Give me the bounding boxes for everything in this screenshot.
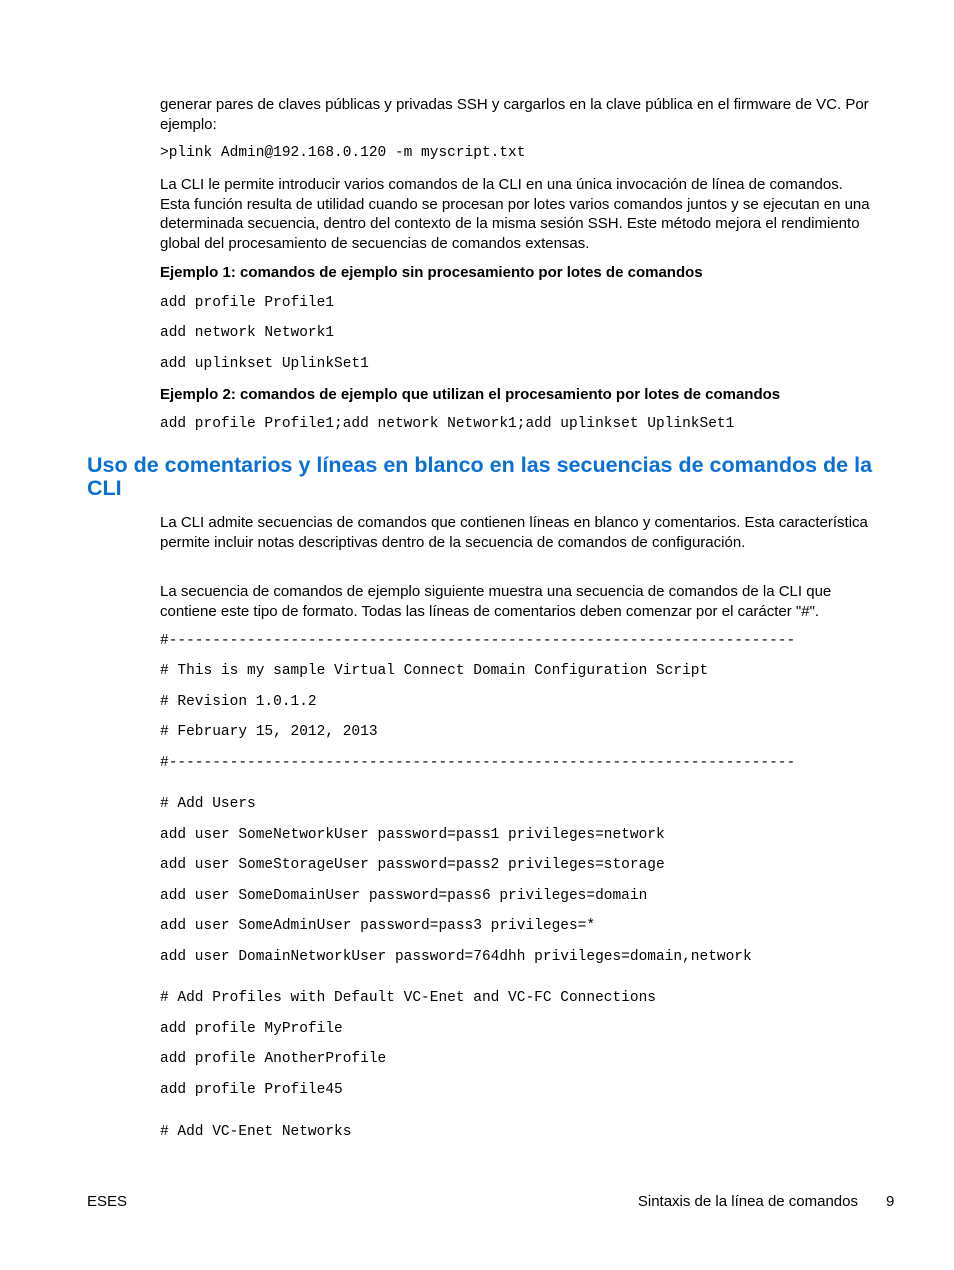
script-line: # This is my sample Virtual Connect Domain Configuration Script [160, 663, 709, 679]
script-line: add user SomeStorageUser password=pass2 privileges=storage [160, 857, 665, 873]
script-line: #------------------------------------------------------------------------ [160, 755, 796, 771]
script-line: add profile AnotherProfile [160, 1051, 387, 1067]
footer-chapter-title: Sintaxis de la línea de comandos [637, 1193, 858, 1210]
footer-language-code: ESES [87, 1193, 128, 1210]
script-line: add profile MyProfile [160, 1021, 343, 1037]
script-line: # Add Users [160, 796, 256, 812]
footer-page-number: 9 [886, 1193, 895, 1210]
plink-command: >plink Admin@192.168.0.120 -m myscript.txt [160, 145, 526, 161]
section-heading: Uso de comentarios y líneas en blanco en las secuencias de comandos de la CLI [87, 453, 873, 500]
script-line: add user SomeDomainUser password=pass6 privileges=domain [160, 888, 648, 904]
script-line: # Add VC-Enet Networks [160, 1124, 352, 1140]
script-line: #------------------------------------------------------------------------ [160, 633, 796, 649]
script-line: add user SomeAdminUser password=pass3 privileges=* [160, 918, 596, 934]
section-paragraph-2: La secuencia de comandos de ejemplo siguiente muestra una secuencia de comandos de la CLI que contiene este tipo de formato. Todas las líneas de comentarios deben comenzar por el carácter "#". [160, 583, 832, 620]
example1-line: add network Network1 [160, 325, 335, 341]
intro-paragraph: generar pares de claves públicas y privadas SSH y cargarlos en la clave pública en el firmware de VC. Por ejemplo: [160, 96, 869, 133]
example2-title: Ejemplo 2: comandos de ejemplo que utilizan el procesamiento por lotes de comandos [160, 386, 781, 403]
script-line: add user SomeNetworkUser password=pass1 privileges=network [160, 827, 665, 843]
section-paragraph-1: La CLI admite secuencias de comandos que contienen líneas en blanco y comentarios. Esta característica permite incluir notas descriptivas dentro de la secuencia de comandos de configuración. [160, 514, 868, 551]
example2-line: add profile Profile1;add network Network1;add uplinkset UplinkSet1 [160, 416, 735, 432]
script-line: add user DomainNetworkUser password=764dhh privileges=domain,network [160, 949, 752, 965]
script-line: add profile Profile45 [160, 1082, 343, 1098]
script-line: # Add Profiles with Default VC-Enet and VC-FC Connections [160, 990, 656, 1006]
example1-title: Ejemplo 1: comandos de ejemplo sin procesamiento por lotes de comandos [160, 264, 703, 281]
script-line: # Revision 1.0.1.2 [160, 694, 317, 710]
script-line: # February 15, 2012, 2013 [160, 724, 378, 740]
example1-line: add profile Profile1 [160, 295, 335, 311]
cli-multiple-commands-paragraph: La CLI le permite introducir varios comandos de la CLI en una única invocación de línea de comandos. Esta función resulta de utilidad cuando se procesan por lotes varios comandos juntos y se ejecutan en una determinada secuencia, dentro del contexto de la misma sesión SSH. Este método mejora el rendimiento global del procesamiento de secuencias de comandos extensas. [160, 176, 870, 252]
example1-line: add uplinkset UplinkSet1 [160, 356, 369, 372]
